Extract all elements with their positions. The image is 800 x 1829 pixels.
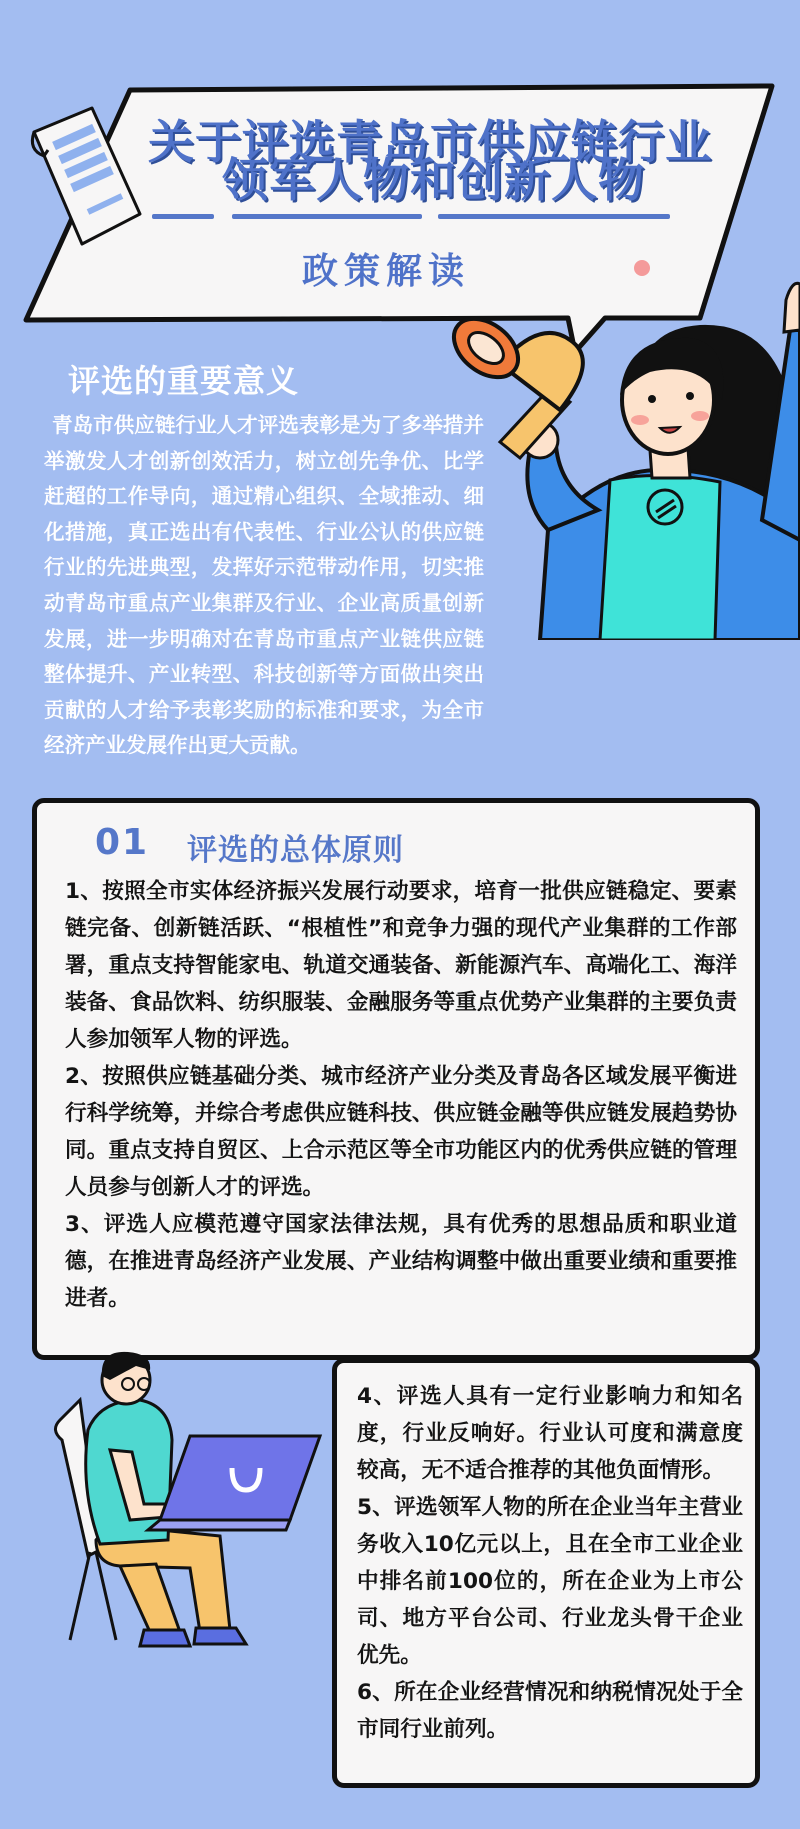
principle-item: 5、评选领军人物的所在企业当年主营业务收入10亿元以上，且在全市工业企业中排名前100位的，所在企业为上市公司、地方平台公司、行业龙头骨干企业优先。 (357, 1495, 743, 1668)
page-title-line-1: 关于评选青岛市供应链行业 (148, 115, 712, 169)
principles-list (61, 873, 737, 1317)
principle-item: 1、按照全市实体经济振兴发展行动要求，培育一批供应链稳定、要素链完备、创新链活跃、“根植性”和竞争力强的现代产业集群的工作部署，重点支持智能家电、轨道交通装备、新能源汽车、高端化工、海洋装备、食品饮料、纺织服装、金融服务等重点优势产业集群的主要负责人参加领军人物的评选。 (65, 879, 737, 1052)
section-number: 01 (95, 822, 150, 863)
principle-item: 2、按照供应链基础分类、城市经济产业分类及青岛各区域发展平衡进行科学统筹，并综合考虑供应链科技、供应链金融等供应链发展趋势协同。重点支持自贸区、上合示范区等全市功能区内的优秀供应链的管理人员参与创新人才的评选。 (65, 1064, 737, 1200)
significance-text: 青岛市供应链行业人才评选表彰是为了多举措并举激发人才创新创效活力，树立创先争优、比学赶超的工作导向，通过精心组织、全域推动、细化措施，真正选出有代表性、行业公认的供应链行业的先进典型，发挥好示范带动作用，切实推动青岛市重点产业集群及行业、企业高质量创新发展，进一步明确对在青岛市重点产业链供应链整体提升、产业转型、科技创新等方面做出突出贡献的人才给予表彰奖励的标准和要求，为全市经济产业发展作出更大贡献。 (44, 413, 484, 758)
laptop-icon (148, 1436, 320, 1530)
principles-card-continued (332, 1358, 760, 1788)
significance-heading: 评选的重要意义 (68, 362, 300, 400)
page-title-line-2: 领军人物和创新人物 (222, 153, 645, 207)
principles-list-continued (353, 1378, 743, 1748)
significance-body (44, 408, 484, 764)
principles-card (32, 798, 760, 1360)
principle-item: 6、所在企业经营情况和纳税情况处于全市同行业前列。 (357, 1680, 743, 1742)
principle-item: 3、评选人应模范遵守国家法律法规，具有优秀的思想品质和职业道德，在推进青岛经济产业发展、产业结构调整中做出重要业绩和重要推进者。 (65, 1212, 737, 1311)
principles-heading: 评选的总体原则 (187, 833, 404, 868)
principle-item: 4、评选人具有一定行业影响力和知名度，行业反响好。行业认可度和满意度较高，无不适合推荐的其他负面情形。 (357, 1384, 743, 1483)
page-subtitle: 政策解读 (302, 251, 471, 292)
man-laptop-illustration (40, 1340, 330, 1660)
